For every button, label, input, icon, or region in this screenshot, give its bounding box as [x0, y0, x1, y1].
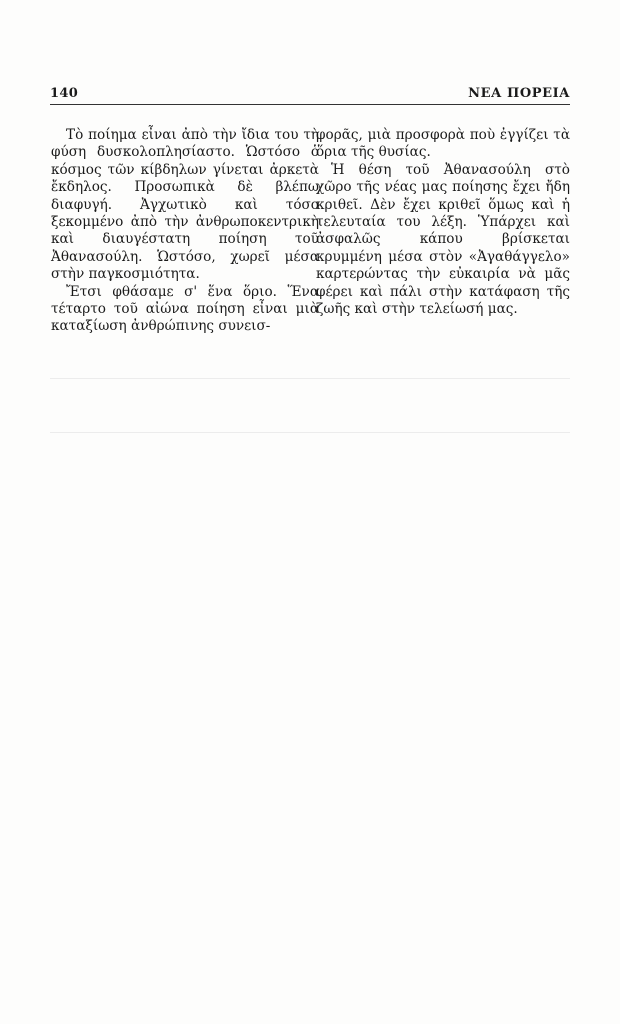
right-paragraph-2: Ἡ θέση τοῦ Ἀθανασούλη στὸ χῶρο τῆς νέας μας ποίησης ἔχει ἤδη κριθεῖ. Δὲν ἔχει κριθεῖ ὅμως καὶ ἡ τελευταία του λέξη. Ὑπάρχει καὶ ἀσφαλῶς κάπου βρίσκεται κρυμμένη μέσα στὸν «Ἀγαθάγγελο» καρτερώντας τὴν εὐκαιρία νὰ μᾶς φέρει καὶ πάλι στὴν κατάφαση τῆς ζωῆς καὶ στὴν τελείωσή μας.: [316, 161, 570, 318]
left-paragraph-2: Ἔτσι φθάσαμε σ' ἕνα ὅριο. Ἕνα τέταρτο τοῦ αἰώνα ποίηση εἶναι μιὰ καταξίωση ἀνθρώπινης συνεισ-: [51, 283, 319, 335]
page-number: 140: [50, 86, 79, 101]
header-rule: [50, 104, 570, 105]
running-header: [50, 86, 570, 104]
scan-artifact-line: [50, 432, 570, 433]
left-paragraph-1: Τὸ ποίημα εἶναι ἀπὸ τὴν ἴδια του τὴ φύση δυσκολοπλησίαστο. Ὡστόσο ὁ κόσμος τῶν κίβδηλων γίνεται ἀρκετὰ ἔκδηλος. Προσωπικὰ δὲ βλέπω διαφυγή. Ἀγχωτικὸ καὶ τόσο ξεκομμένο ἀπὸ τὴν ἀνθρωποκεντρικὴ καὶ διαυγέστατη ποίηση τοῦ Ἀθανασούλη. Ὡστόσο, χωρεῖ μέσα στὴν παγκοσμιότητα.: [51, 127, 319, 283]
right-paragraph-1: φορᾶς, μιὰ προσφορὰ ποὺ ἐγγίζει τὰ ὅρια τῆς θυσίας.: [316, 127, 570, 161]
scan-artifact-line: [50, 378, 570, 379]
journal-title: ΝΕΑ ΠΟΡΕΙΑ: [468, 86, 570, 101]
left-column: [51, 127, 319, 336]
right-column: [316, 127, 570, 318]
